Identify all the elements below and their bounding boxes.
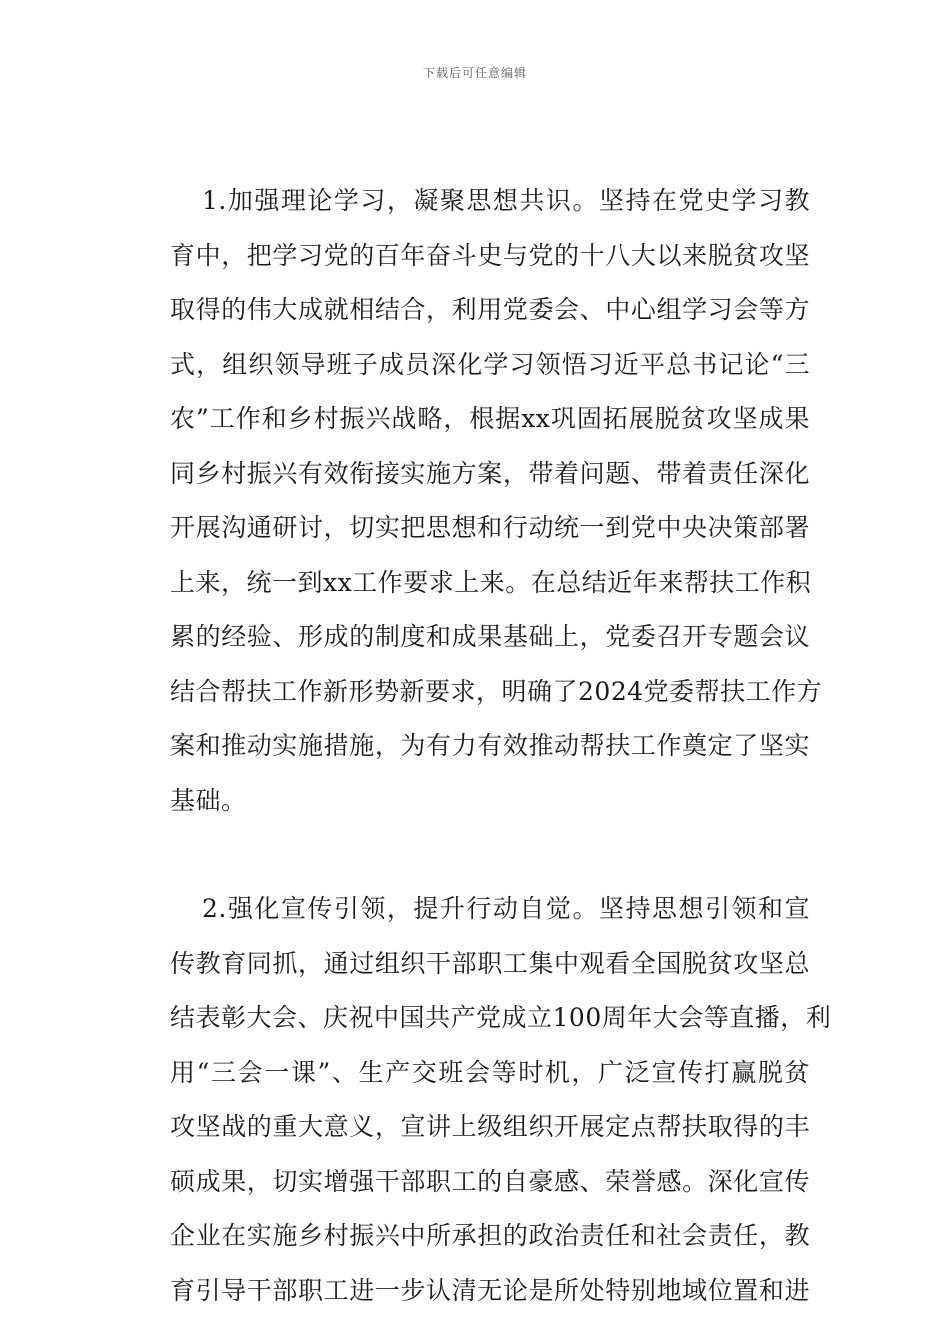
text-line: 案和推动实施措施，为有力有效推动帮扶工作奠定了坚实 bbox=[170, 731, 810, 760]
page-header: 下载后可任意编辑 bbox=[422, 66, 527, 80]
text-line: 用“三会一课”、生产交班会等时机，广泛宣传打赢脱贫 bbox=[170, 1057, 810, 1087]
text-line: 农”工作和乡村振兴战略，根据xx巩固拓展脱贫攻坚成果 bbox=[170, 404, 810, 433]
text-line: 结表彰大会、庆祝中国共产党成立100周年大会等直播，利 bbox=[170, 1003, 832, 1032]
text-line: 育中，把学习党的百年奋斗史与党的十八大以来脱贫攻坚 bbox=[170, 240, 810, 270]
paragraph-1 bbox=[170, 174, 823, 828]
text-line: 2.强化宣传引领，提升行动自觉。坚持思想引领和宣 bbox=[202, 894, 810, 923]
text-line: 攻坚战的重大意义，宣讲上级组织开展定点帮扶取得的丰 bbox=[170, 1112, 810, 1141]
text-line: 基础。 bbox=[170, 785, 247, 815]
paragraph-2 bbox=[170, 882, 832, 1318]
text-line: 式，组织领导班子成员深化学习领悟习近平总书记论“三 bbox=[170, 349, 810, 379]
document-body bbox=[170, 174, 832, 1318]
text-line: 企业在实施乡村振兴中所承担的政治责任和社会责任，教 bbox=[170, 1221, 810, 1250]
text-line: 1.加强理论学习，凝聚思想共识。坚持在党史学习教 bbox=[202, 186, 810, 215]
text-line: 开展沟通研讨，切实把思想和行动统一到党中央决策部署 bbox=[170, 513, 810, 542]
text-line: 硕成果，切实增强干部职工的自豪感、荣誉感。深化宣传 bbox=[170, 1166, 810, 1196]
text-line: 育引导干部职工进一步认清无论是所处特别地域位置和进 bbox=[170, 1275, 810, 1305]
text-line: 上来，统一到xx工作要求上来。在总结近年来帮扶工作积 bbox=[170, 567, 812, 597]
text-line: 取得的伟大成就相结合，利用党委会、中心组学习会等方 bbox=[170, 295, 810, 324]
text-line: 传教育同抓，通过组织干部职工集中观看全国脱贫攻坚总 bbox=[170, 948, 810, 978]
text-line: 同乡村振兴有效衔接实施方案，带着问题、带着责任深化 bbox=[170, 458, 810, 488]
text-line: 结合帮扶工作新形势新要求，明确了2024党委帮扶工作方 bbox=[170, 676, 823, 706]
text-line: 累的经验、形成的制度和成果基础上，党委召开专题会议 bbox=[170, 622, 810, 651]
